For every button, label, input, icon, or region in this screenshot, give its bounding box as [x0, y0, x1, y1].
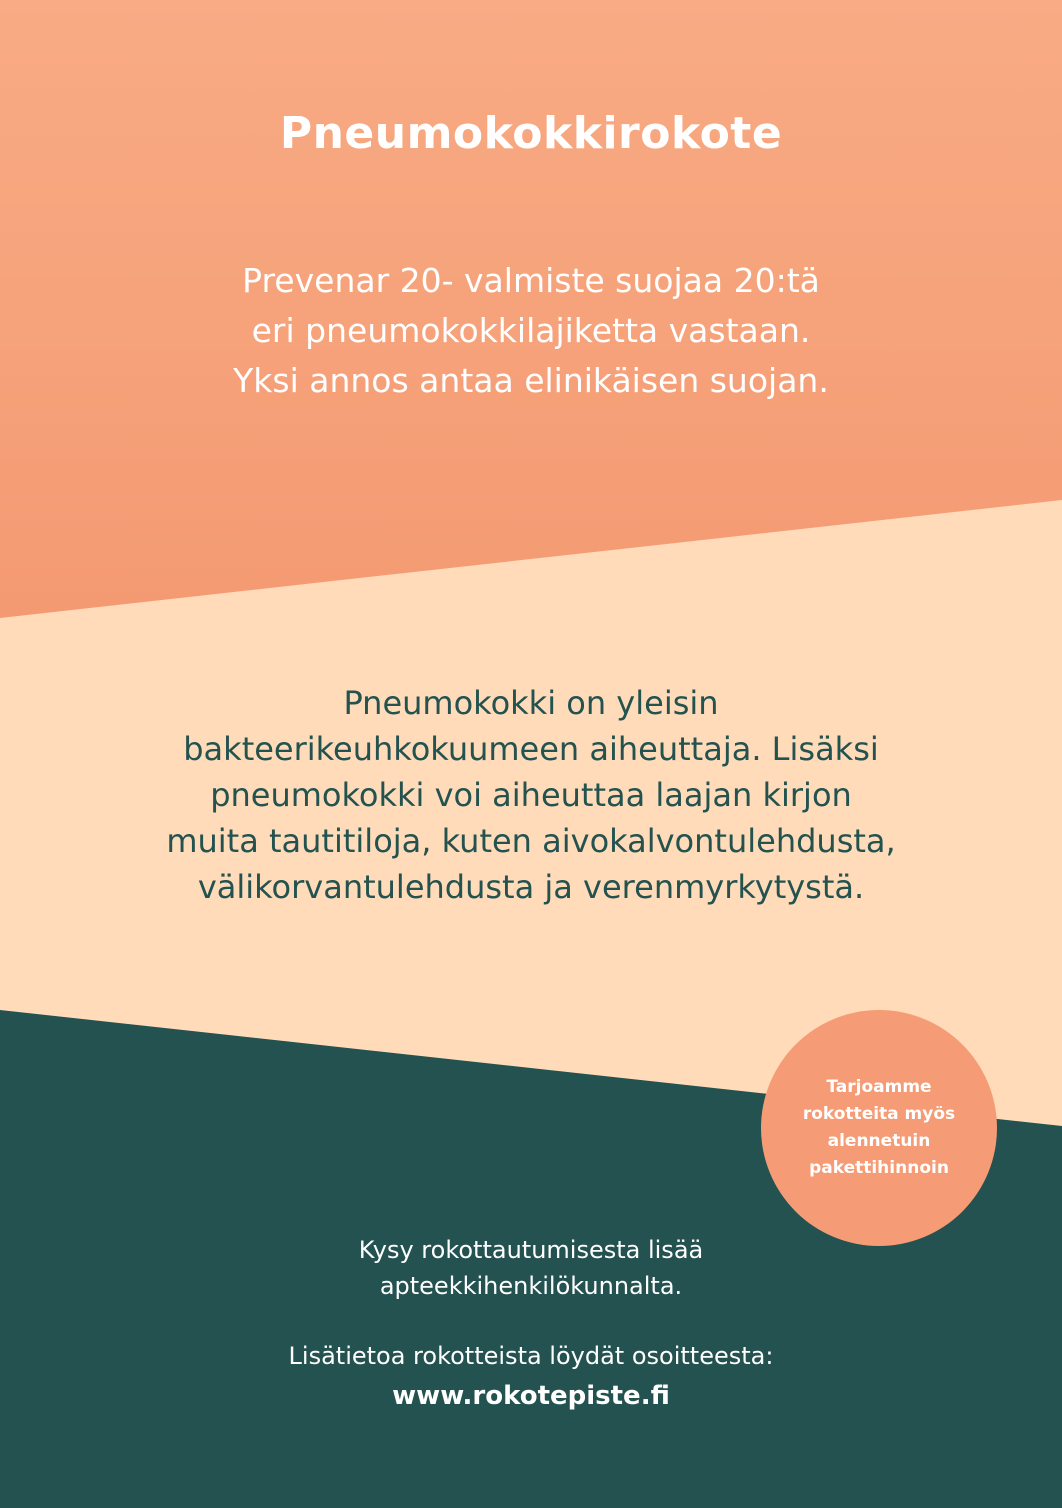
body-line: bakteerikeuhkokuumeen aiheuttaja. Lisäksi [183, 730, 879, 768]
more-info-text: Lisätietoa rokotteista löydät osoitteesta: [288, 1342, 774, 1370]
website-link[interactable]: www.rokotepiste.fi [392, 1381, 670, 1411]
badge-line: Tarjoamme [826, 1077, 932, 1097]
badge-line: rokotteita myös [802, 1104, 956, 1124]
body-line: muita tautitiloja, kuten aivokalvontulehdusta, [166, 822, 896, 860]
ask-line: Kysy rokottautumisesta lisää [358, 1236, 704, 1264]
offer-badge [761, 1010, 997, 1246]
badge-line: pakettihinnoin [809, 1158, 949, 1178]
body-line: välikorvantulehdusta ja verenmyrkytystä. [197, 868, 865, 906]
intro-line: eri pneumokokkilajiketta vastaan. [251, 311, 811, 350]
intro-text [0, 256, 1062, 406]
page-title: Pneumokokkirokote [279, 108, 783, 159]
body-text [0, 680, 1062, 910]
ask-pharmacy-text [0, 1232, 1062, 1304]
body-line: pneumokokki voi aiheuttaa laajan kirjon [210, 776, 852, 814]
ask-line: apteekkihenkilökunnalta. [379, 1272, 683, 1300]
badge-line: alennetuin [827, 1131, 931, 1151]
intro-line: Prevenar 20- valmiste suojaa 20:tä [242, 261, 820, 300]
body-line: Pneumokokki on yleisin [343, 684, 719, 722]
offer-badge-text [803, 1074, 955, 1182]
intro-line: Yksi annos antaa elinikäisen suojan. [233, 361, 829, 400]
